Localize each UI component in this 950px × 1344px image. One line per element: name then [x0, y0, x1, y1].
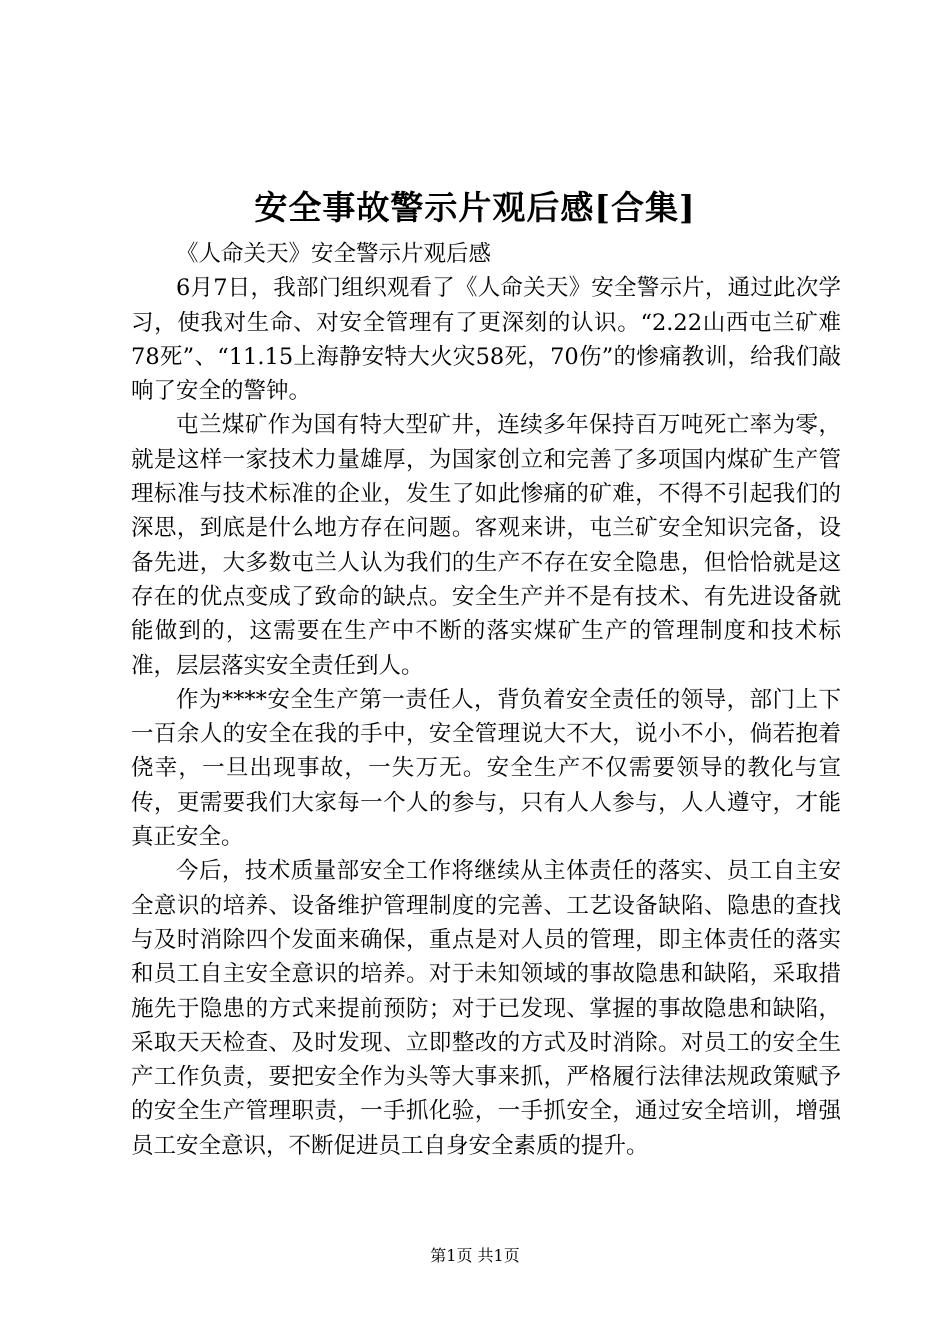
paragraph: 今后，技术质量部安全工作将继续从主体责任的落实、员工自主安全意识的培养、设备维护管理制度的完善、工艺设备缺陷、隐患的查找与及时消除四个发面来确保，重点是对人员的管理，即主体责任的落实和员工自主安全意识的培养。对于未知领域的事故隐患和缺陷，采取措施先于隐患的方式来提前预防；对于已发现、掌握的事故隐患和缺陷，采取天天检查、及时发现、立即整改的方式及时消除。对员工的安全生产工作负责，要把安全作为头等大事来抓，严格履行法律法规政策赋予的安全生产管理职责，一手抓化验，一手抓安全，通过安全培训，增强员工安全意识，不断促进员工自身安全素质的提升。	[131, 858, 841, 1159]
document-title: 安全事故警示片观后感[合集]	[254, 188, 696, 227]
paragraph: 作为****安全生产第一责任人，背负着安全责任的领导，部门上下一百余人的安全在我的手中，安全管理说大不大，说小不小，倘若抱着侥幸，一旦出现事故，一失万无。安全生产不仅需要领导的教化与宣传，更需要我们大家每一个人的参与，只有人人参与，人人遵守，才能真正安全。	[131, 686, 841, 851]
page-number-footer: 第1页 共1页	[430, 1246, 520, 1265]
document-body	[131, 237, 841, 1163]
paragraph: 屯兰煤矿作为国有特大型矿井，连续多年保持百万吨死亡率为零，就是这样一家技术力量雄厚，为国家创立和完善了多项国内煤矿生产管理标准与技术标准的企业，发生了如此惨痛的矿难，不得不引起我们的深思，到底是什么地方存在问题。客观来讲，屯兰矿安全知识完备，设备先进，大多数屯兰人认为我们的生产不存在安全隐患，但恰恰就是这存在的优点变成了致命的缺点。安全生产并不是有技术、有先进设备就能做到的，这需要在生产中不断的落实煤矿生产的管理制度和技术标准，层层落实安全责任到人。	[131, 412, 841, 679]
paragraph: 6月7日，我部门组织观看了《人命关天》安全警示片，通过此次学习，使我对生命、对安全管理有了更深刻的认识。“2.22山西屯兰矿难78死”、“11.15上海静安特大火灾58死，70伤”的惨痛教训，给我们敲响了安全的警钟。	[131, 275, 841, 405]
paragraph-subtitle: 《人命关天》安全警示片观后感	[176, 241, 492, 267]
